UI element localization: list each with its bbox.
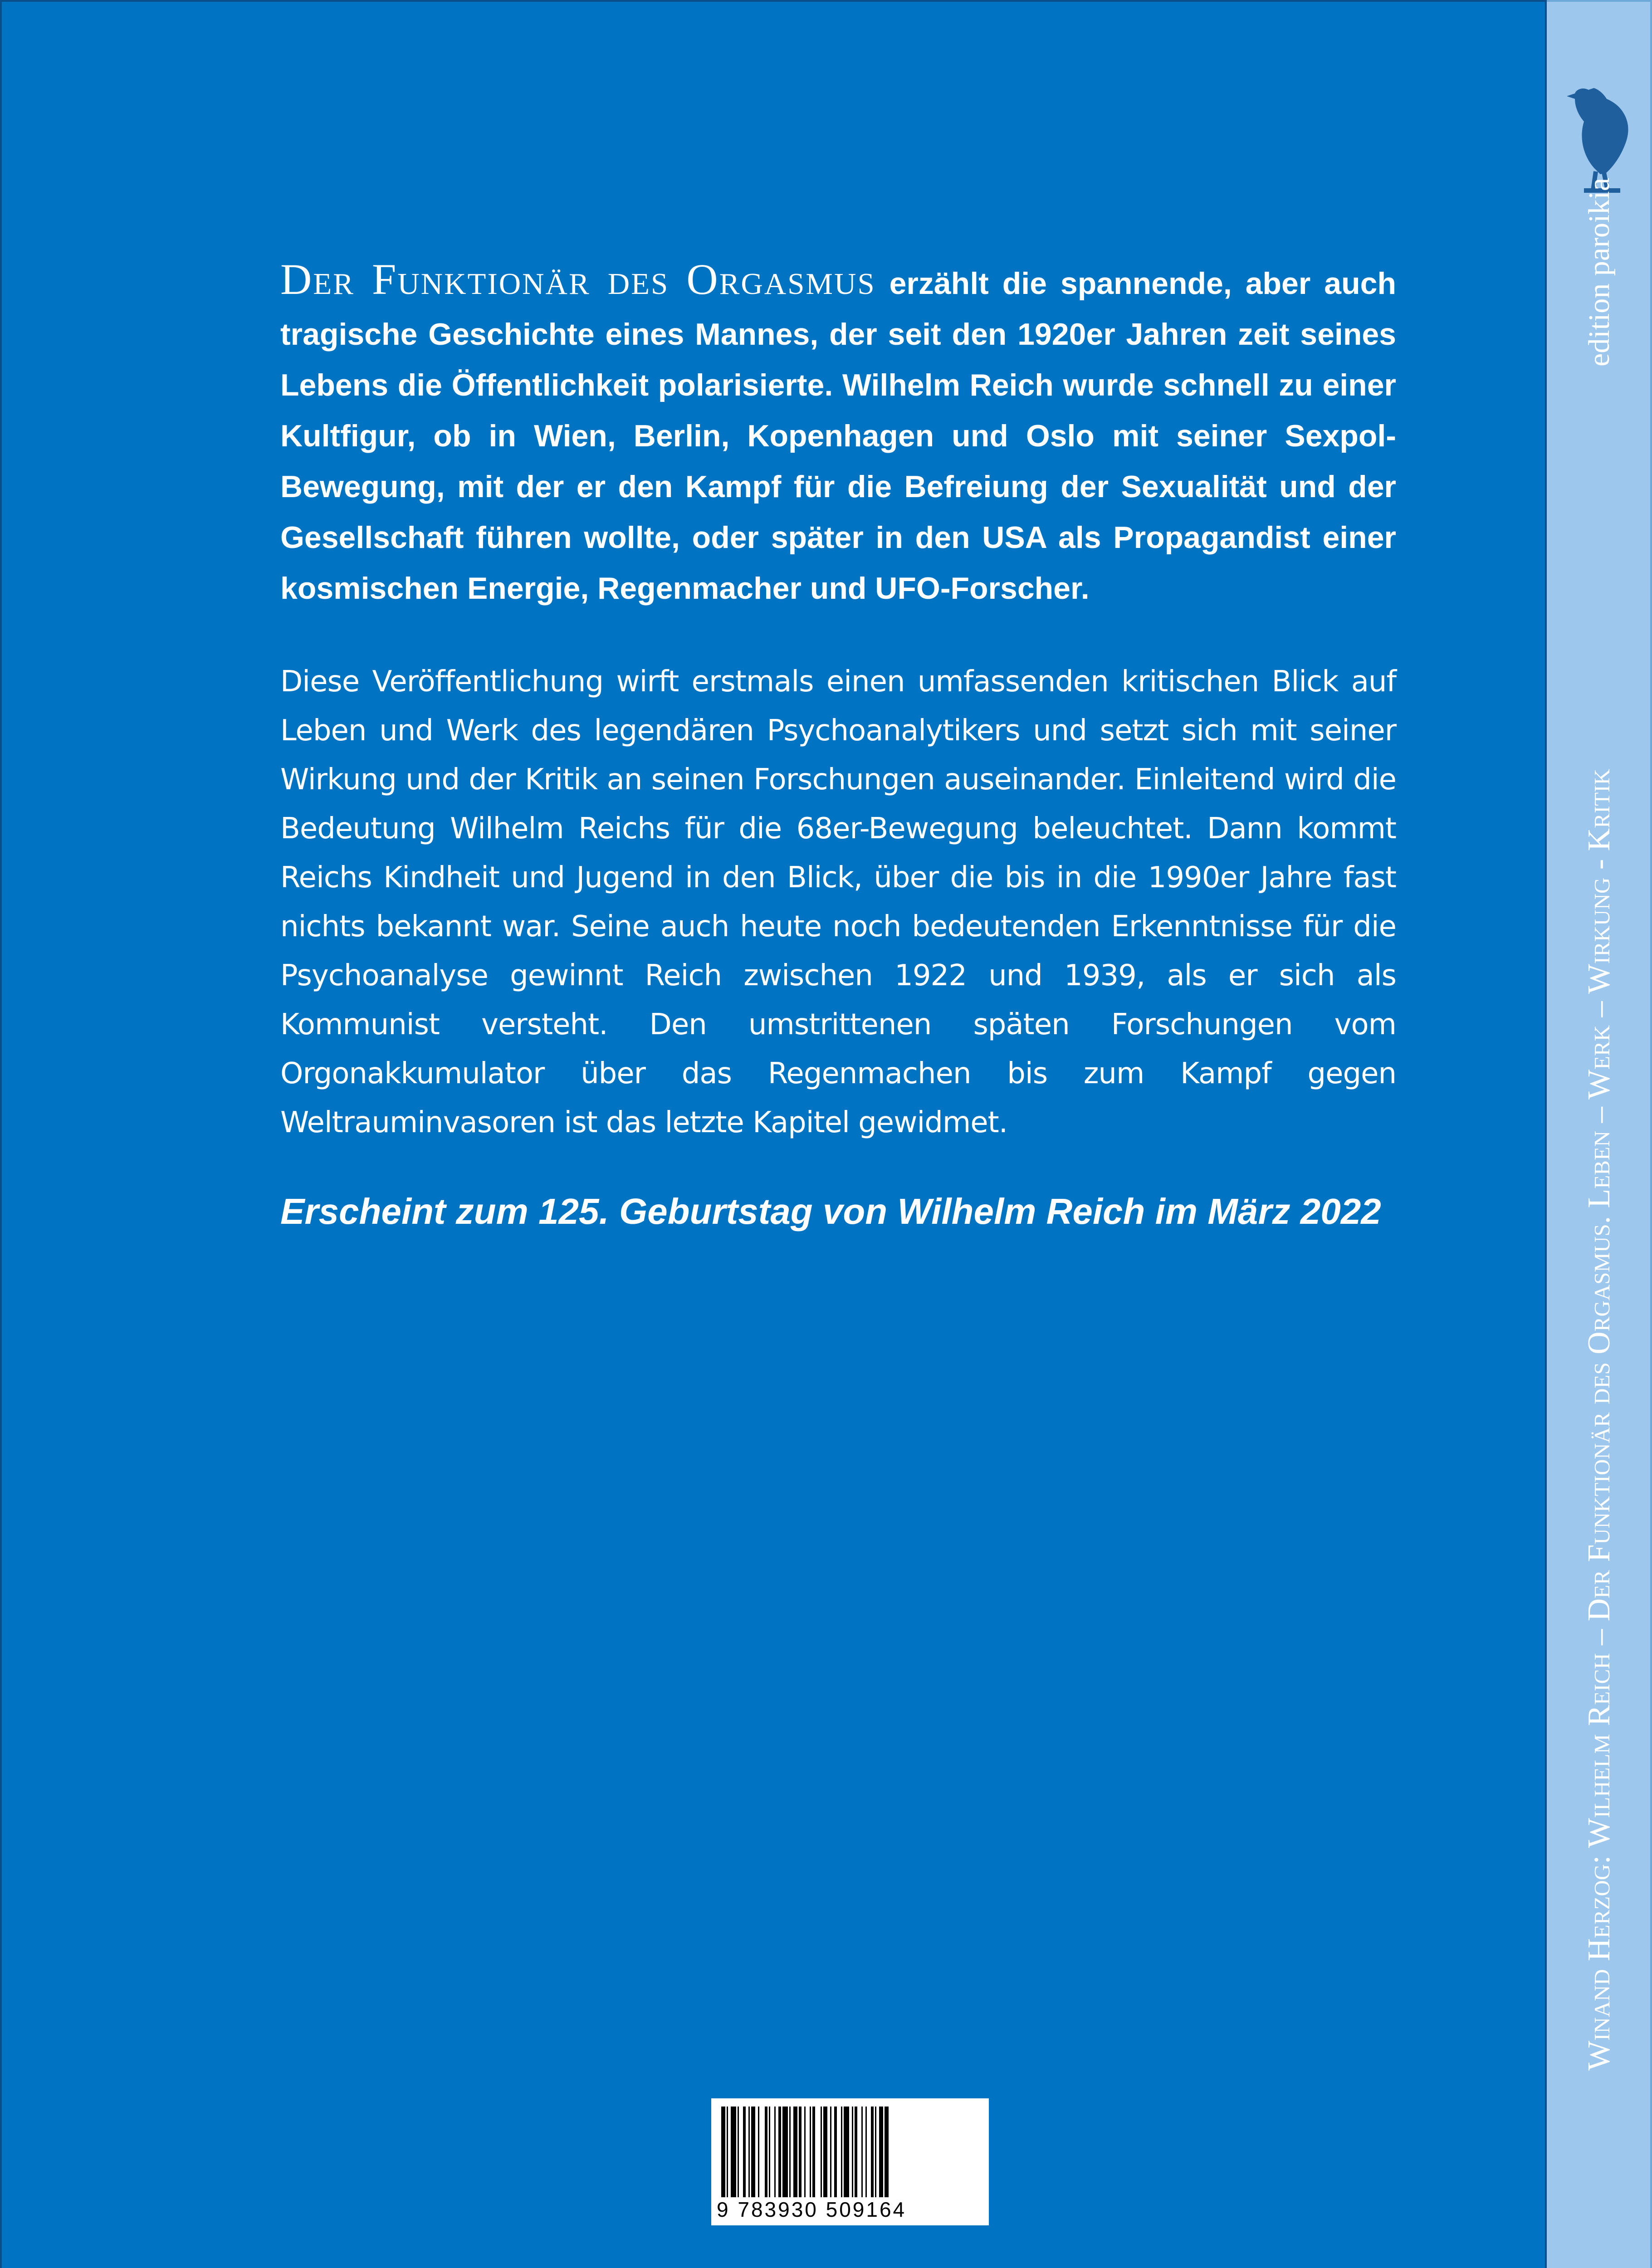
publisher-imprint: edition paroikia bbox=[1583, 177, 1616, 367]
lead-paragraph bbox=[280, 254, 1396, 614]
spine-title: Winand Herzog: Wilhelm Reich – Der Funktionär des Orgasmus. Leben – Werk – Wirkung - Kritik bbox=[1582, 769, 1617, 2071]
description-paragraph: Diese Veröffentlichung wirft erstmals einen umfassenden kritischen Blick auf Leben und Werk des legendären Psychoanalytikers und setzt sich mit seiner Wirkung und der Kritik an seinen Forschungen auseinander. Einleitend wird die Bedeutung Wilhelm Reichs für die 68er-Bewegung beleuchtet. Dann kommt Reichs Kindheit und Jugend in den Blick, über die bis in die 1990er Jahre fast nichts bekannt war. Seine auch heute noch bedeutenden Erkenntnisse für die Psychoanalyse gewinnt Reich zwischen 1922 und 1939, als er sich als Kommunist versteht. Den umstrittenen späten Forschungen vom Orgonakkumulator über das Regenmachen bis zum Kampf gegen Weltrauminvasoren ist das letzte Kapitel gewidmet. bbox=[280, 665, 1396, 1139]
release-note: Erscheint zum 125. Geburtstag von Wilhelm Reich im März 2022 bbox=[280, 1191, 1381, 1232]
isbn-barcode bbox=[711, 2098, 989, 2225]
barcode-digits: 9 783930 509164 bbox=[717, 2198, 907, 2221]
blurb bbox=[280, 254, 1396, 1232]
barcode-bars bbox=[719, 2107, 981, 2197]
book-title: Der Funktionär des Orgasmus bbox=[280, 255, 876, 303]
lead-text: erzählt die spannende, aber auch tragische Geschichte eines Mannes, der seit den 1920er Jahren zeit seines Lebens die Öffentlichkeit polarisierte. Wilhelm Reich wurde schnell zu einer Kultfigur, ob in Wien, Berlin, Kopenhagen und Oslo mit seiner Sexpol-Bewegung, mit der er den Kampf für die Befreiung der Sexualität und der Gesellschaft führen wollte, oder später in den USA als Propagandist einer kosmischen Energie, Regenmacher und UFO-Forscher. bbox=[280, 266, 1396, 606]
